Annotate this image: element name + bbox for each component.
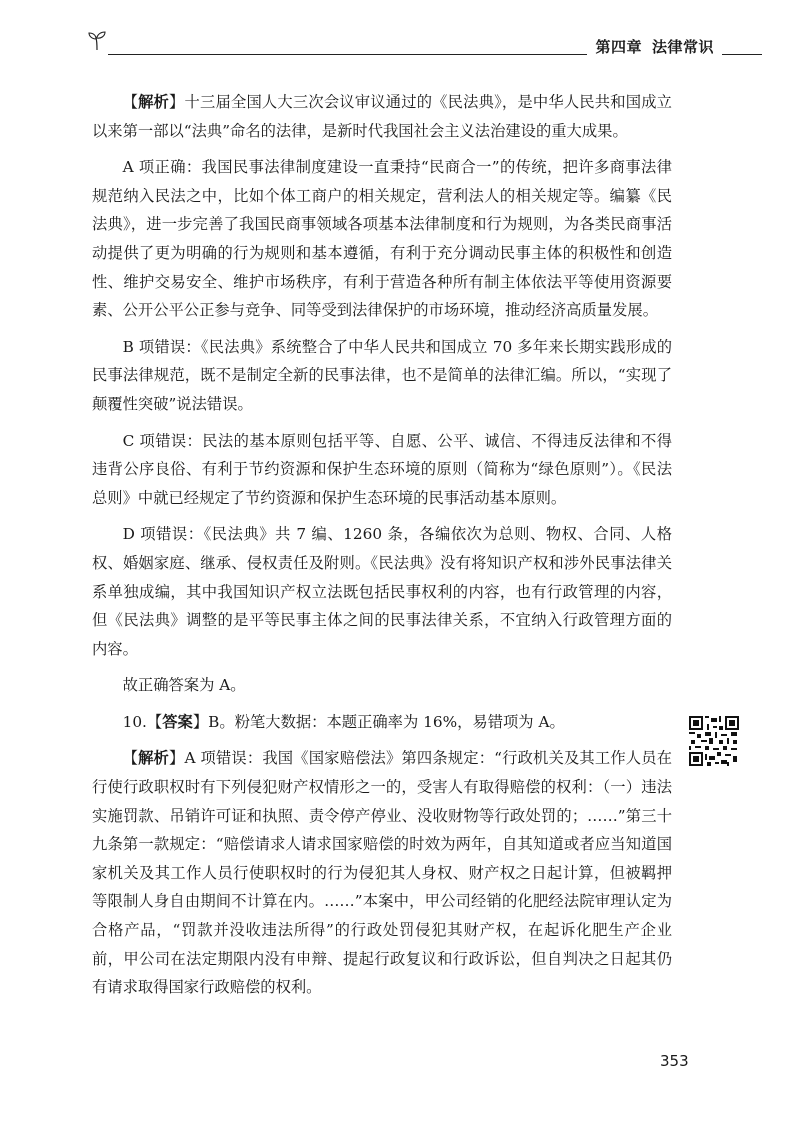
paragraph-option-d: D 项错误：《民法典》共 7 编、1260 条，各编依次为总则、物权、合同、人格权、婚姻家庭、继承、侵权责任及附则。《民法典》没有将知识产权和涉外民事法律关系单独成编，其中我国知识产权立法既包括民事权利的内容，也有行政管理的内容，但《民法典》调整的是平等民事主体之间的民事法律关系，不宜纳入行政管理方面的内容。 (92, 525, 672, 658)
paragraph-analysis-10: 【解析】A 项错误：我国《国家赔偿法》第四条规定：“行政机关及其工作人员在行使行政职权时有下列侵犯财产权情形之一的，受害人有取得赔偿的权利：（一）违法实施罚款、吊销许可证和执照、责令停产停业、没收财物等行政处罚的；……”第三十九条第一款规定：“赔偿请求人请求国家赔偿的时效为两年，自其知道或者应当知道国家机关及其工作人员行使职权时的行为侵犯其人身权、财产权之日起计算，但被羁押等限制人身自由期间不计算在内。……”本案中，甲公司经销的化肥经法院审理认定为合格产品，“罚款并没收违法所得”的行政处罚侵犯其财产权，在起诉化肥生产企业前，甲公司在法定期限内没有申辩、提起行政复议和行政诉讼，但自判决之日起其仍有请求取得国家行政赔偿的权利。 (92, 749, 672, 997)
answer-tag: 【答案】 (146, 712, 209, 731)
page-body (92, 88, 672, 1002)
paragraph-conclusion: 故正确答案为 A。 (122, 676, 246, 695)
qr-code-icon[interactable] (689, 716, 739, 766)
paragraph-option-c: C 项错误：民法的基本原则包括平等、自愿、公平、诚信、不得违反法律和不得违背公序良俗、有利于节约资源和保护生态环境的原则（简称为“绿色原则”）。《民法总则》中就已经规定了节约资源和保护生态环境的民事活动基本原则。 (92, 431, 672, 507)
chapter-number: 第四章 (595, 38, 642, 56)
paragraph-answer-10: 10.【答案】B。粉笔大数据：本题正确率为 16%，易错项为 A。 (122, 712, 565, 731)
analysis-tag: 【解析】 (122, 93, 185, 111)
sprout-icon (86, 30, 108, 52)
page-number: 353 (660, 1052, 689, 1070)
chapter-title (587, 36, 722, 57)
paragraph-option-a: A 项正确：我国民事法律制度建设一直秉持“民商合一”的传统，把许多商事法律规范纳入民法之中，比如个体工商户的相关规定，营利法人的相关规定等。编纂《民法典》，进一步完善了我国民商事领域各项基本法律制度和行为规则，为各类民商事活动提供了更为明确的行为规则和基本遵循，有利于充分调动民事主体的积极性和创造性、维护交易安全、维护市场秩序，有利于营造各种所有制主体依法平等使用资源要素、公开公平公正参与竞争、同等受到法律保护的市场环境，推动经济高质量发展。 (92, 158, 672, 320)
chapter-name: 法律常识 (651, 38, 714, 56)
paragraph-analysis-9: 【解析】十三届全国人大三次会议审议通过的《民法典》，是中华人民共和国成立以来第一部以“法典”命名的法律，是新时代我国社会主义法治建设的重大成果。 (92, 93, 672, 140)
paragraph-option-b: B 项错误：《民法典》系统整合了中华人民共和国成立 70 多年来长期实践形成的民事法律规范，既不是制定全新的民事法律，也不是简单的法律汇编。所以，“实现了颠覆性突破”说法错误。 (92, 337, 672, 413)
page-header (72, 30, 762, 60)
analysis-tag: 【解析】 (122, 749, 185, 768)
